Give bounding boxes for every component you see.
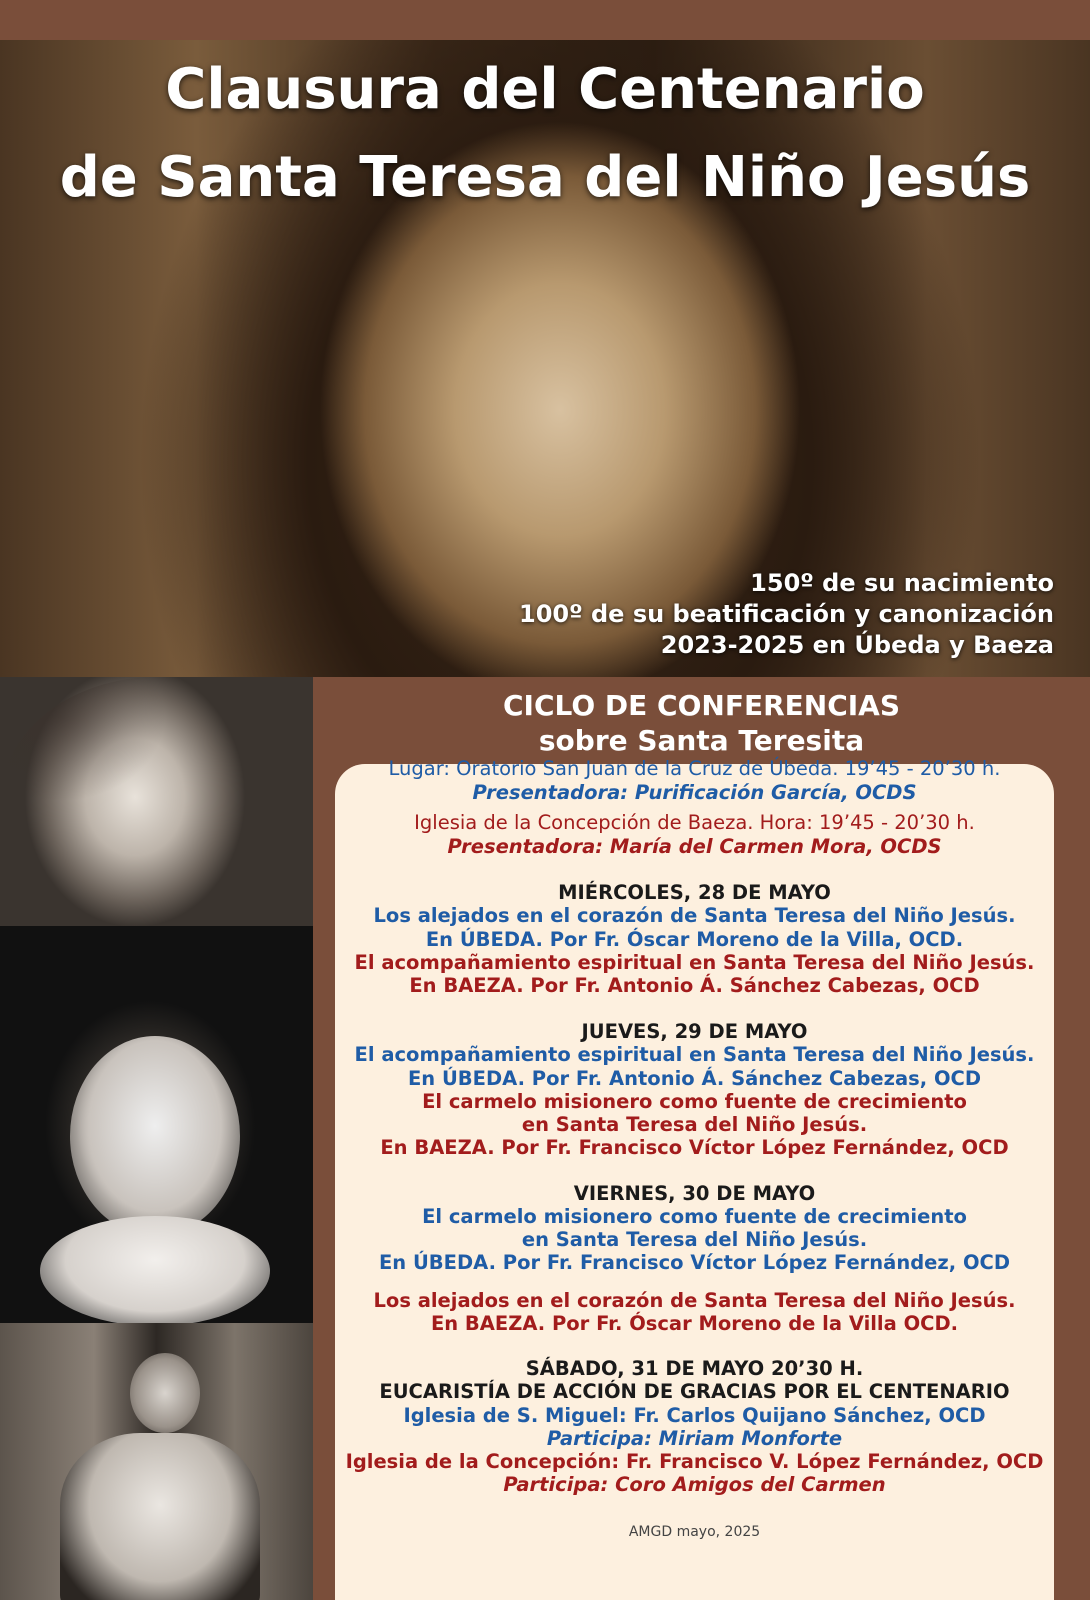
fri-talk-2: Los alejados en el corazón de Santa Teresa del Niño Jesús. xyxy=(373,1289,1016,1312)
poster-title xyxy=(0,46,1090,222)
thu-talk-2: El carmelo misionero como fuente de crecimiento xyxy=(422,1090,967,1113)
subtitle-line-3: 2023-2025 en Úbeda y Baeza xyxy=(660,631,1054,659)
thu-talk-2-cont: en Santa Teresa del Niño Jesús. xyxy=(521,1113,868,1136)
presenter-ubeda: Presentadora: Purificación García, OCDS xyxy=(472,781,917,804)
subtitle-line-1: 150º de su nacimiento xyxy=(750,569,1054,597)
presenter-baeza: Presentadora: María del Carmen Mora, OCDS xyxy=(447,835,942,858)
top-border xyxy=(0,0,1090,40)
day-heading-friday: VIERNES, 30 DE MAYO xyxy=(573,1182,816,1205)
venue-ubeda: Lugar: Oratorio San Juan de la Cruz de Úbeda. 19’45 - 20’30 h. xyxy=(388,757,1001,780)
day-heading-wednesday: MIÉRCOLES, 28 DE MAYO xyxy=(558,881,831,904)
fri-talk-1-cont: en Santa Teresa del Niño Jesús. xyxy=(521,1228,868,1251)
day-heading-thursday: JUEVES, 29 DE MAYO xyxy=(581,1020,808,1043)
nun-portrait-photo xyxy=(0,926,313,1323)
nun-standing-photo xyxy=(0,1323,313,1600)
fri-speaker-1: En ÚBEDA. Por Fr. Francisco Víctor López Fernández, OCD xyxy=(378,1251,1011,1274)
thu-speaker-2: En BAEZA. Por Fr. Francisco Víctor López Fernández, OCD xyxy=(380,1136,1009,1159)
sat-san-miguel: Iglesia de S. Miguel: Fr. Carlos Quijano Sánchez, OCD xyxy=(403,1404,986,1427)
sat-participant-1: Participa: Miriam Monforte xyxy=(546,1427,843,1450)
sat-participant-2: Participa: Coro Amigos del Carmen xyxy=(503,1473,886,1496)
ciclo-title-line-1: CICLO DE CONFERENCIAS xyxy=(503,689,900,722)
title-line-1: Clausura del Centenario xyxy=(165,57,925,122)
hero-portrait xyxy=(0,40,1090,677)
eucharist-heading: EUCARISTÍA DE ACCIÓN DE GRACIAS POR EL CENTENARIO xyxy=(379,1380,1010,1403)
program-panel xyxy=(335,757,1054,1600)
sat-concepcion: Iglesia de la Concepción: Fr. Francisco V. López Fernández, OCD xyxy=(345,1450,1044,1473)
thu-talk-1: El acompañamiento espiritual en Santa Teresa del Niño Jesús. xyxy=(354,1043,1035,1066)
ciclo-title-line-2: sobre Santa Teresita xyxy=(538,724,865,757)
venue-baeza: Iglesia de la Concepción de Baeza. Hora: 19’45 - 20’30 h. xyxy=(414,811,975,834)
anniversary-subtitle xyxy=(519,568,1054,661)
wed-talk-2: El acompañamiento espiritual en Santa Teresa del Niño Jesús. xyxy=(354,951,1035,974)
child-portrait-photo xyxy=(0,677,313,926)
footer-credit: AMGD mayo, 2025 xyxy=(628,1524,761,1540)
wed-speaker-1: En ÚBEDA. Por Fr. Óscar Moreno de la Villa, OCD. xyxy=(425,928,964,951)
subtitle-line-2: 100º de su beatificación y canonización xyxy=(519,600,1054,628)
fri-speaker-2: En BAEZA. Por Fr. Óscar Moreno de la Villa OCD. xyxy=(430,1312,959,1335)
thu-speaker-1: En ÚBEDA. Por Fr. Antonio Á. Sánchez Cabezas, OCD xyxy=(407,1067,982,1090)
wed-speaker-2: En BAEZA. Por Fr. Antonio Á. Sánchez Cabezas, OCD xyxy=(409,974,980,997)
title-line-2: de Santa Teresa del Niño Jesús xyxy=(59,145,1031,210)
lecture-cycle-heading xyxy=(313,688,1090,758)
photo-column xyxy=(0,677,313,1600)
day-heading-saturday: SÁBADO, 31 DE MAYO 20’30 H. xyxy=(525,1357,864,1380)
wed-talk-1: Los alejados en el corazón de Santa Teresa del Niño Jesús. xyxy=(373,904,1016,927)
fri-talk-1: El carmelo misionero como fuente de crecimiento xyxy=(422,1205,967,1228)
